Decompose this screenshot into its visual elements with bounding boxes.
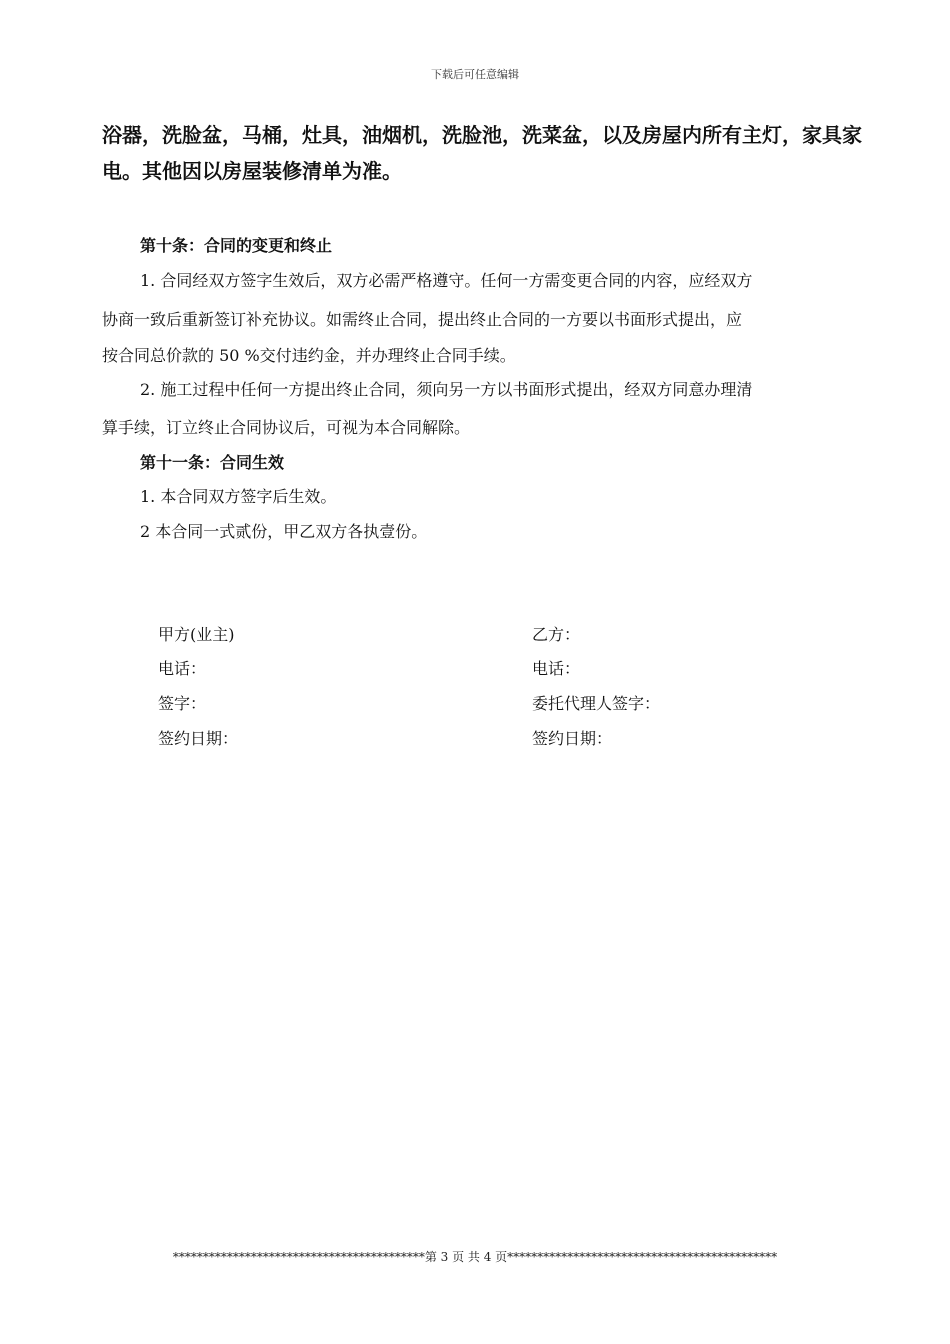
party-a-date: 签约日期： bbox=[158, 729, 239, 748]
party-b-label: 乙方： bbox=[532, 625, 581, 644]
article-10-item-1-line-1: 1. 合同经双方签字生效后，双方必需严格遵守。任何一方需变更合同的内容，应经双方 bbox=[140, 271, 753, 290]
page-header: 下载后可任意编辑 bbox=[431, 68, 519, 81]
party-b-date: 签约日期： bbox=[532, 729, 613, 748]
article-10-item-2-line-2: 算手续，订立终止合同协议后，可视为本合同解除。 bbox=[102, 418, 471, 437]
article-10-item-1-line-3: 按合同总价款的 50 %交付违约金，并办理终止合同手续。 bbox=[102, 346, 516, 365]
party-a-label: 甲方(业主) bbox=[158, 625, 235, 644]
party-b-sign: 委托代理人签字： bbox=[532, 694, 661, 713]
party-b-phone: 电话： bbox=[532, 659, 581, 678]
article-11-item-2: 2 本合同一式贰份，甲乙双方各执壹份。 bbox=[140, 522, 428, 541]
intro-paragraph: 浴器，洗脸盆，马桶，灶具，油烟机，洗脸池，洗菜盆，以及房屋内所有主灯，家具家电。其他因以房屋装修清单为准。 bbox=[102, 123, 862, 183]
article-10-item-1-line-2: 协商一致后重新签订补充协议。如需终止合同，提出终止合同的一方要以书面形式提出，应 bbox=[102, 310, 743, 329]
article-11-item-1: 1. 本合同双方签字后生效。 bbox=[140, 487, 337, 506]
article-11-title: 第十一条：合同生效 bbox=[140, 453, 285, 472]
page-footer: ******************************************第 3 页 共 4 页********************************************* bbox=[172, 1250, 778, 1264]
party-a-phone: 电话： bbox=[158, 659, 207, 678]
article-10-item-2-line-1: 2. 施工过程中任何一方提出终止合同，须向另一方以书面形式提出，经双方同意办理清 bbox=[140, 380, 753, 399]
party-a-sign: 签字： bbox=[158, 694, 207, 713]
article-10-title: 第十条：合同的变更和终止 bbox=[140, 236, 333, 255]
